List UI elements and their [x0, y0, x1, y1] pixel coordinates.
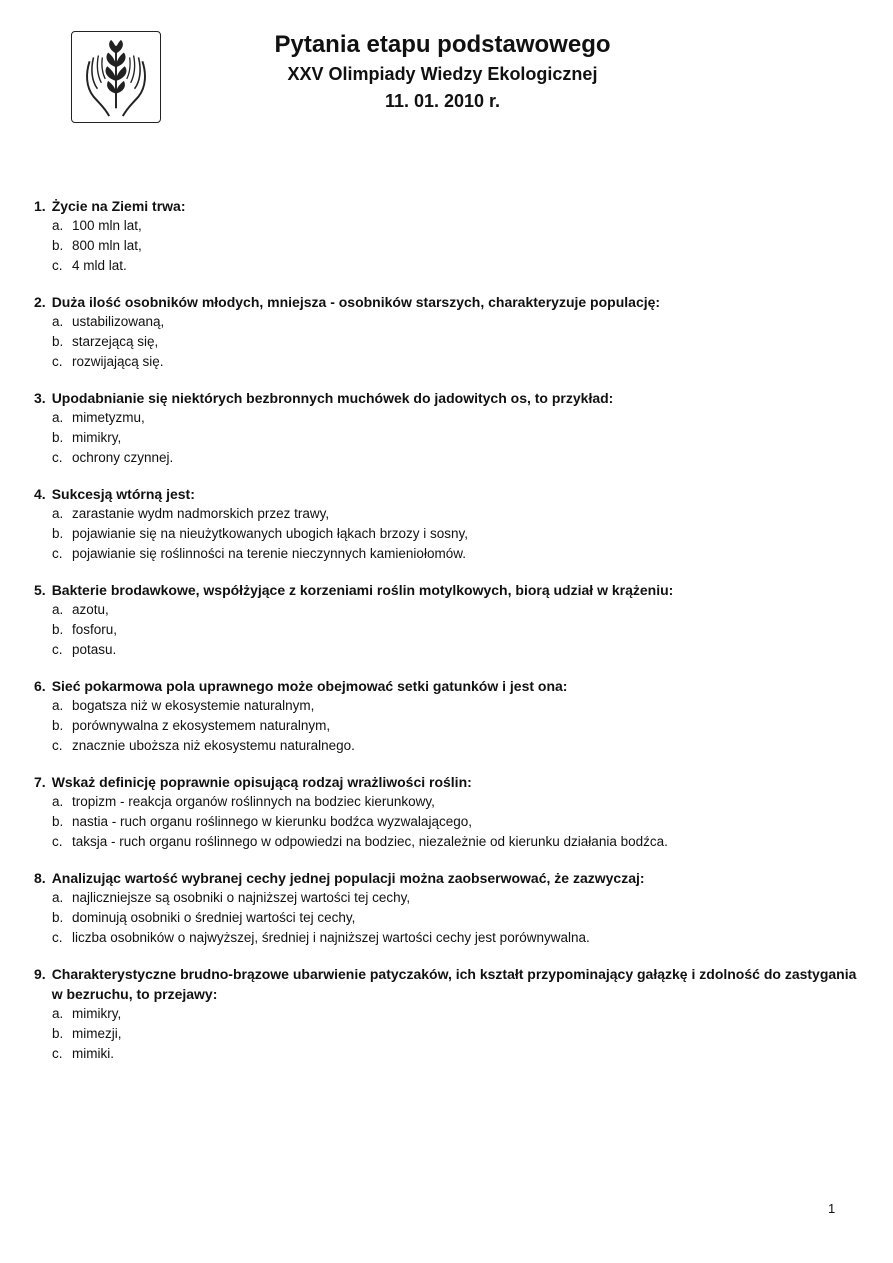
question-number: 6. [34, 678, 46, 694]
answer-option [34, 640, 864, 660]
answer-option [34, 928, 864, 948]
option-letter: c. [52, 1046, 63, 1061]
question-2 [34, 292, 864, 372]
question-8 [34, 868, 864, 948]
question-4 [34, 484, 864, 564]
option-text: pojawianie się roślinności na terenie nieczynnych kamieniołomów. [72, 546, 466, 561]
option-text: dominują osobniki o średniej wartości tej cechy, [72, 910, 356, 925]
question-body: Duża ilość osobników młodych, mniejsza - osobników starszych, charakteryzuje populację: [51, 294, 661, 310]
option-text: mimezji, [72, 1026, 122, 1041]
option-letter: b. [52, 430, 64, 445]
question-number: 3. [34, 390, 46, 406]
document-subtitle: XXV Olimpiady Wiedzy Ekologicznej [287, 64, 598, 84]
answer-option [34, 716, 864, 736]
answer-option [34, 332, 864, 352]
question-number: 4. [34, 486, 46, 502]
answer-option [34, 544, 864, 564]
document-title: Pytania etapu podstawowego [274, 31, 611, 58]
question-text [34, 196, 864, 216]
question-number: 7. [34, 774, 46, 790]
answer-options [34, 216, 864, 276]
option-letter: a. [52, 698, 64, 713]
option-letter: b. [52, 622, 64, 637]
question-body: Bakterie brodawkowe, współżyjące z korzeniami roślin motylkowych, biorą udział w krążeniu: [51, 582, 674, 598]
answer-option [34, 620, 864, 640]
option-text: potasu. [72, 642, 117, 657]
option-letter: c. [52, 546, 63, 561]
option-text: 100 mln lat, [72, 218, 142, 233]
option-letter: c. [52, 738, 63, 753]
answer-option [34, 216, 864, 236]
answer-option [34, 428, 864, 448]
answer-options [34, 312, 864, 372]
answer-option [34, 448, 864, 468]
option-text: bogatsza niż w ekosystemie naturalnym, [72, 698, 315, 713]
option-text: fosforu, [72, 622, 118, 637]
answer-option [34, 408, 864, 428]
option-letter: c. [52, 834, 63, 849]
option-letter: a. [52, 410, 64, 425]
option-text: znacznie uboższa niż ekosystemu naturalnego. [72, 738, 355, 753]
option-text: rozwijającą się. [72, 354, 164, 369]
option-text: liczba osobników o najwyższej, średniej i najniższej wartości cechy jest porównywalna. [72, 930, 590, 945]
answer-options [34, 696, 864, 756]
option-letter: c. [52, 258, 63, 273]
answer-options [34, 792, 864, 852]
answer-option [34, 812, 864, 832]
option-text: najliczniejsze są osobniki o najniższej wartości tej cechy, [72, 890, 411, 905]
option-letter: a. [52, 218, 64, 233]
answer-option [34, 888, 864, 908]
answer-option [34, 1004, 864, 1024]
answer-option [34, 600, 864, 620]
option-text: mimikry, [72, 1006, 122, 1021]
answer-option [34, 792, 864, 812]
answer-option [34, 524, 864, 544]
option-text: ustabilizowaną, [72, 314, 165, 329]
question-body: Upodabnianie się niektórych bezbronnych muchówek do jadowitych os, to przykład: [51, 390, 614, 406]
answer-option [34, 236, 864, 256]
option-text: ochrony czynnej. [72, 450, 174, 465]
answer-option [34, 696, 864, 716]
option-letter: c. [52, 930, 63, 945]
answer-option [34, 736, 864, 756]
option-letter: a. [52, 890, 64, 905]
question-5 [34, 580, 864, 660]
option-text: azotu, [72, 602, 109, 617]
questions-list [34, 196, 864, 1080]
option-letter: c. [52, 354, 63, 369]
question-text [34, 292, 864, 312]
question-9 [34, 964, 864, 1064]
question-3 [34, 388, 864, 468]
question-body: Sukcesją wtórną jest: [51, 486, 195, 502]
answer-options [34, 888, 864, 948]
question-text [34, 580, 864, 600]
answer-option [34, 504, 864, 524]
option-letter: b. [52, 238, 64, 253]
question-text [34, 484, 864, 504]
question-body: Życie na Ziemi trwa: [51, 198, 186, 214]
option-letter: c. [52, 642, 63, 657]
question-text [34, 868, 864, 888]
option-text: tropizm - reakcja organów roślinnych na bodziec kierunkowy, [72, 794, 435, 809]
question-text [34, 772, 864, 792]
question-number: 2. [34, 294, 46, 310]
document-date: 11. 01. 2010 r. [384, 91, 501, 111]
option-text: pojawianie się na nieużytkowanych ubogich łąkach brzozy i sosny, [72, 526, 468, 541]
answer-option [34, 256, 864, 276]
answer-option [34, 1044, 864, 1064]
question-number: 8. [34, 870, 46, 886]
option-text: nastia - ruch organu roślinnego w kierunku bodźca wyzwalającego, [72, 814, 472, 829]
option-text: 800 mln lat, [72, 238, 142, 253]
hands-holding-plant-logo-icon [72, 32, 160, 122]
option-letter: a. [52, 1006, 64, 1021]
answer-option [34, 312, 864, 332]
answer-option [34, 352, 864, 372]
answer-options [34, 600, 864, 660]
question-7 [34, 772, 864, 852]
question-number: 5. [34, 582, 46, 598]
question-body: Charakterystyczne brudno-brązowe ubarwienie patyczaków, ich kształt przypominający gałązkę i zdolność do zastygania w bezruchu, to przejawy: [51, 966, 857, 1002]
option-text: starzejącą się, [72, 334, 159, 349]
option-letter: b. [52, 334, 64, 349]
question-1 [34, 196, 864, 276]
question-number: 1. [34, 198, 46, 214]
olympiad-logo [71, 31, 161, 123]
question-text [34, 388, 864, 408]
answer-option [34, 1024, 864, 1044]
question-text [34, 964, 864, 1004]
option-text: taksja - ruch organu roślinnego w odpowiedzi na bodziec, niezależnie od kierunku działania bodźca. [72, 834, 668, 849]
option-letter: a. [52, 506, 64, 521]
option-text: porównywalna z ekosystemem naturalnym, [72, 718, 331, 733]
option-letter: a. [52, 602, 64, 617]
option-letter: a. [52, 794, 64, 809]
question-number: 9. [34, 966, 46, 982]
answer-option [34, 832, 864, 852]
option-letter: c. [52, 450, 63, 465]
answer-option [34, 908, 864, 928]
option-text: mimikry, [72, 430, 122, 445]
option-text: mimetyzmu, [72, 410, 145, 425]
option-letter: b. [52, 814, 64, 829]
question-6 [34, 676, 864, 756]
document-header [200, 30, 685, 114]
question-body: Wskaż definicję poprawnie opisującą rodzaj wrażliwości roślin: [51, 774, 472, 790]
page-number: 1 [828, 1201, 836, 1216]
answer-options [34, 408, 864, 468]
option-letter: b. [52, 1026, 64, 1041]
option-letter: b. [52, 526, 64, 541]
question-body: Analizując wartość wybranej cechy jednej populacji można zaobserwować, że zazwyczaj: [51, 870, 645, 886]
answer-options [34, 504, 864, 564]
option-letter: b. [52, 718, 64, 733]
question-body: Sieć pokarmowa pola uprawnego może obejmować setki gatunków i jest ona: [51, 678, 568, 694]
option-letter: a. [52, 314, 64, 329]
option-text: 4 mld lat. [72, 258, 127, 273]
option-text: zarastanie wydm nadmorskich przez trawy, [72, 506, 330, 521]
option-text: mimiki. [72, 1046, 114, 1061]
answer-options [34, 1004, 864, 1064]
option-letter: b. [52, 910, 64, 925]
question-text [34, 676, 864, 696]
